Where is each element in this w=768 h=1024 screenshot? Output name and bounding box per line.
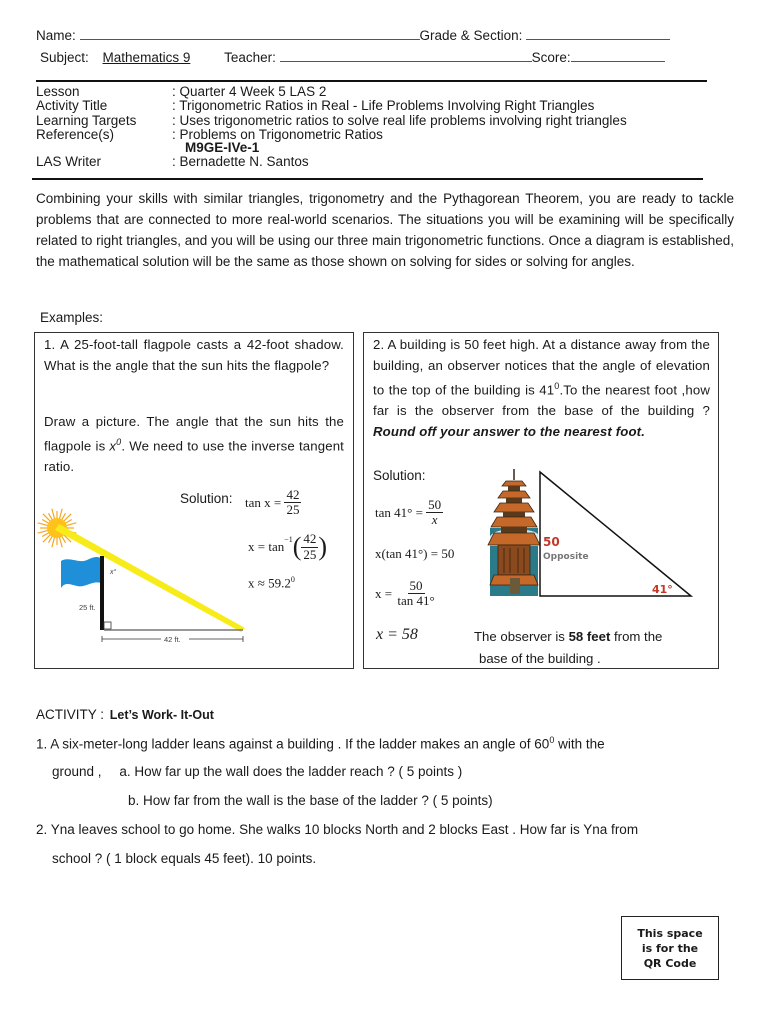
q1-lead: ground , <box>52 764 102 779</box>
example-1-problem: 1. A 25-foot-tall flagpole casts a 42-foot shadow. What is the angle that the sun hits the flagpole? <box>44 337 344 373</box>
flagpole <box>100 556 104 630</box>
problem-degree: 0 <box>554 381 560 391</box>
subject-value: Mathematics 9 <box>102 50 191 65</box>
flag-icon <box>61 557 101 588</box>
opposite-side-value: 50 <box>543 535 560 549</box>
problem-emphasis: Round off your answer to the nearest foot. <box>373 424 646 440</box>
question-1-line-2 <box>52 764 462 779</box>
eq2-lhs: x = tan <box>248 539 285 554</box>
example-2-box <box>363 332 719 669</box>
pagoda-building-icon <box>488 469 540 596</box>
example-2-solution-label: Solution: <box>373 468 426 483</box>
meta-label-lesson: Lesson <box>36 84 80 99</box>
header-divider <box>36 80 707 82</box>
problem-text-a: 2. A building is 50 feet high. At a distance away from the building, an observer notices that the angle of elevation to the top of the building is 41 <box>373 337 710 398</box>
examples-label: Examples: <box>40 310 104 325</box>
example-2-equation-1 <box>375 498 443 528</box>
meta-label-activity-title: Activity Title <box>36 98 108 113</box>
activity-title: Let’s Work- It-Out <box>109 708 214 722</box>
eq1-fraction <box>426 498 443 528</box>
meta-divider <box>32 178 703 180</box>
eq3-fraction <box>395 579 436 609</box>
teacher-input-line[interactable] <box>280 50 532 62</box>
conclusion-answer: 58 feet <box>568 629 611 644</box>
grade-section-label: Grade & Section: <box>419 28 523 43</box>
eq1-denominator: 25 <box>286 502 300 518</box>
eq3-lhs: x = <box>375 585 393 601</box>
example-2-conclusion-line-1 <box>474 629 662 644</box>
example-1-solution-label: Solution: <box>180 491 233 506</box>
meta-label-las-writer: LAS Writer <box>36 154 102 169</box>
right-angle-marker <box>104 622 111 629</box>
angle-variable: x <box>109 438 117 454</box>
eq3-text: x ≈ 59.2 <box>248 575 291 591</box>
height-label: 25 ft. <box>79 603 96 612</box>
intro-paragraph <box>36 188 734 272</box>
grade-section-input-line[interactable] <box>526 28 670 40</box>
example-1-drawing-note <box>44 411 344 477</box>
question-1-line-1 <box>36 735 605 752</box>
qr-placeholder-text: This space is for the QR Code <box>637 926 703 970</box>
eq3-denominator: tan 41° <box>397 593 435 609</box>
eq1-lhs: tan x = <box>245 494 282 510</box>
angle-label: x° <box>110 569 117 576</box>
example-2-equation-3 <box>375 579 437 609</box>
qr-code-placeholder <box>621 916 719 980</box>
teacher-label: Teacher: <box>224 50 276 65</box>
eq2-numerator: 42 <box>303 531 317 547</box>
intro-text: Combining your skills with similar triangles, trigonometry and the Pythagorean Theorem, you are ready to tackle problems that are connected to more real-world scenarios. The situations you will be examining will be specifically related to right triangles, and you will be using our three main trigonometric functions. Once a diagram is established, the mathematical solution will be the same as those shown on solving for sides or solving for angles. <box>36 191 734 269</box>
score-input-line[interactable] <box>571 50 665 62</box>
angle-degree: 0 <box>116 437 122 447</box>
activity-heading <box>36 707 214 722</box>
meta-value-learning-targets: : Uses trigonometric ratios to solve real life problems involving right triangles <box>172 113 627 128</box>
drawing-note-text-b: . We need to use the inverse tangent ratio. <box>44 438 344 475</box>
drawing-note-text-a: Draw a picture. The angle that the sun hits the flagpole is <box>44 414 344 454</box>
meta-label-learning-targets: Learning Targets <box>36 113 137 128</box>
eq1-numerator: 50 <box>428 497 442 512</box>
eq2-denominator: 25 <box>303 546 317 562</box>
conclusion-text-a: The observer is <box>474 629 569 644</box>
eq2-inverse-sup: −1 <box>284 534 293 544</box>
competency-code: M9GE-IVe-1 <box>185 140 260 155</box>
building-diagram <box>484 466 719 601</box>
example-1-box <box>34 332 354 669</box>
meta-label-references: Reference(s) <box>36 127 115 142</box>
example-1-equation-2: $x = \tan^{-1}$( $\frac{42}{25}$ ) <box>248 531 328 562</box>
question-2-line-1: 2. Yna leaves school to go home. She walks 10 blocks North and 2 blocks East . How far is Yna from <box>36 822 639 837</box>
meta-value-references: : Problems on Trigonometric Ratios <box>172 127 383 142</box>
question-1-part-b: b. How far from the wall is the base of the ladder ? ( 5 points) <box>128 793 493 808</box>
subject-field-row <box>40 50 665 65</box>
score-label: Score: <box>531 50 571 65</box>
meta-value-activity-title: : Trigonometric Ratios in Real - Life Problems Involving Right Triangles <box>172 98 595 113</box>
example-2-answer-equation: x = 58 <box>376 626 418 643</box>
meta-value-las-writer: : Bernadette N. Santos <box>172 154 309 169</box>
eq1-denominator: x <box>431 512 438 528</box>
example-2-conclusion-line-2: base of the building . <box>479 651 601 666</box>
eq3-numerator: 50 <box>409 578 423 593</box>
eq1-lhs: tan 41° = <box>375 504 423 520</box>
q1-part-a: a. How far up the wall does the ladder reach ? ( 5 points ) <box>119 764 463 779</box>
name-field-row <box>36 28 670 43</box>
name-label: Name: <box>36 28 76 43</box>
meta-value-lesson: : Quarter 4 Week 5 LAS 2 <box>172 84 327 99</box>
flagpole-diagram <box>35 508 355 648</box>
example-2-problem <box>373 334 710 442</box>
angle-label: 41° <box>652 583 673 596</box>
opposite-side-label: Opposite <box>543 552 589 562</box>
q1-degree: 0 <box>549 735 555 745</box>
base-label: 42 ft. <box>164 635 181 644</box>
eq3-degree: 0 <box>290 575 295 584</box>
conclusion-text-b: from the <box>610 629 663 644</box>
subject-label: Subject: <box>40 50 89 65</box>
q1-text-a: 1. A six-meter-long ladder leans against a building . If the ladder makes an angle of 60 <box>36 736 550 752</box>
activity-label: ACTIVITY : <box>36 707 105 722</box>
question-2-line-2: school ? ( 1 block equals 45 feet). 10 points. <box>52 851 317 866</box>
q1-text-b: with the <box>554 736 605 752</box>
right-triangle <box>540 472 691 596</box>
example-2-equation-2: x(tan 41°) = 50 <box>375 546 455 561</box>
eq1-numerator: 42 <box>286 487 300 502</box>
name-input-line[interactable] <box>80 28 420 40</box>
problem-text-b: .To the nearest foot ,how far is the observer from the base of the building ? <box>373 382 710 419</box>
